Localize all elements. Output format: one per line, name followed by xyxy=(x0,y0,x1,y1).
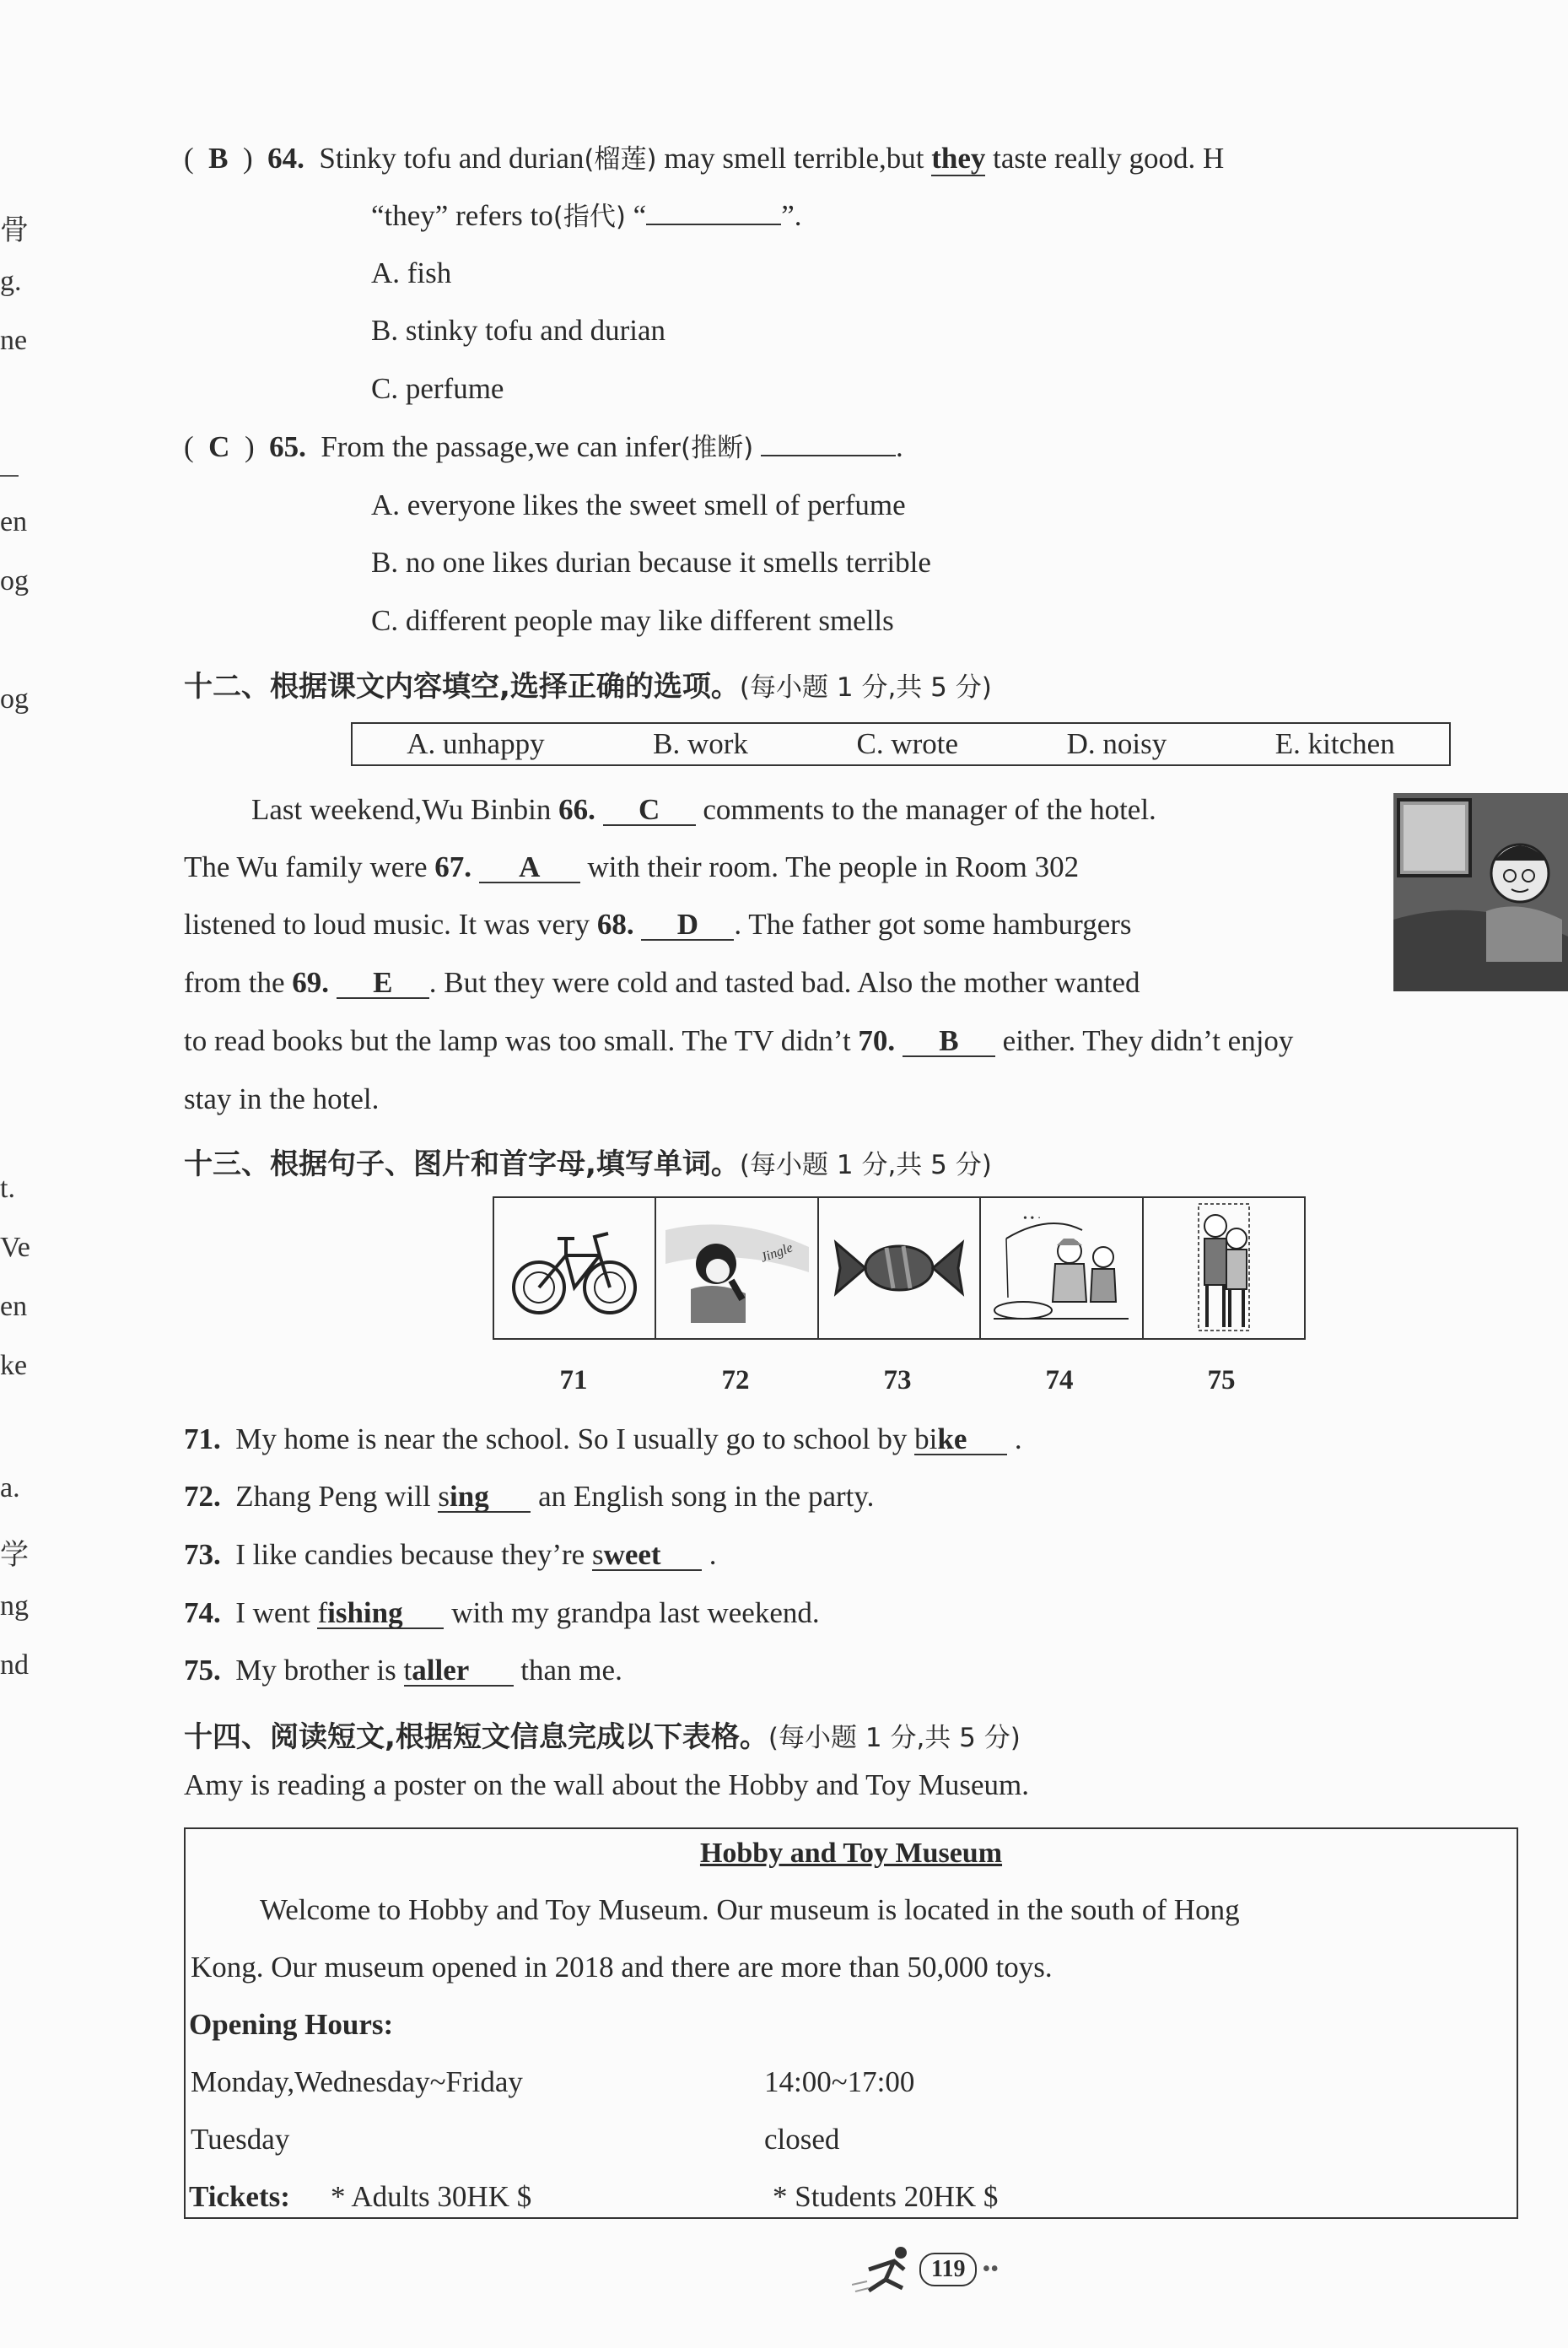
margin-fragment: nd xyxy=(0,1649,29,1681)
item-number: 74. xyxy=(184,1596,221,1629)
item-text: I went xyxy=(235,1596,310,1629)
question-number: 65. xyxy=(269,430,306,463)
picture-numbers xyxy=(493,1365,1302,1396)
fill-item-71 xyxy=(184,1424,1022,1455)
margin-fragment: 学 xyxy=(0,1540,29,1571)
answer-74: ishing xyxy=(327,1596,403,1629)
passage-line xyxy=(184,1026,1293,1057)
option: C. perfume xyxy=(371,372,504,405)
initial-letters: s xyxy=(438,1480,450,1513)
fill-item-73 xyxy=(184,1540,716,1571)
passage-line xyxy=(184,910,1132,941)
initial-letters: s xyxy=(591,1538,604,1571)
svg-text:Jingle: Jingle xyxy=(758,1240,795,1266)
option: B. no one likes durian because it smells terrible xyxy=(371,546,931,579)
close-quote: ”. xyxy=(781,199,802,232)
picture-number: 72 xyxy=(721,1365,750,1395)
item-text: I like candies because they’re xyxy=(235,1538,585,1571)
item-number: 73. xyxy=(184,1538,221,1571)
passage-text: . The father got some hamburgers xyxy=(734,908,1132,941)
passage-line: stay in the hotel. xyxy=(184,1082,380,1115)
section-score-note: (每小题 1 分,共 5 分) xyxy=(768,1723,1021,1753)
answer-66: C xyxy=(603,795,696,826)
chinese-gloss: (榴莲) xyxy=(584,144,657,175)
item-text: Zhang Peng will xyxy=(235,1480,431,1513)
hours-time: 14:00~17:00 xyxy=(764,2065,915,2098)
picture-cell xyxy=(1144,1198,1304,1338)
period: . xyxy=(895,430,903,463)
picture-number: 73 xyxy=(883,1365,912,1395)
student-price: * Students 20HK $ xyxy=(773,2180,999,2213)
picture-cell xyxy=(981,1198,1143,1338)
picture-strip xyxy=(493,1196,1306,1340)
word-option: E. kitchen xyxy=(1274,727,1395,760)
passage-text: The Wu family were xyxy=(184,850,428,883)
passage-line xyxy=(184,968,1140,999)
margin-fragment: g. xyxy=(0,266,22,297)
initial-letters: t xyxy=(403,1654,412,1687)
margin-fragment: t. xyxy=(0,1173,15,1204)
initial-letters: bi xyxy=(914,1422,938,1455)
blank-number: 66. xyxy=(558,793,595,826)
answer-65: C xyxy=(208,430,230,463)
question-text: From the passage,we can infer xyxy=(321,430,681,463)
section-title: 十四、阅读短文,根据短文信息完成以下表格。 xyxy=(184,1720,768,1754)
blank-number: 70. xyxy=(858,1024,896,1057)
word-option: B. work xyxy=(653,727,748,760)
blank-number: 67. xyxy=(434,850,472,883)
runner-icon xyxy=(852,2244,919,2295)
word-option: A. unhappy xyxy=(407,727,545,760)
underlined-word: they xyxy=(931,142,986,175)
passage-text: either. They didn’t enjoy xyxy=(1002,1024,1294,1057)
dots-decoration: •• xyxy=(982,2256,1000,2282)
chinese-gloss: (指代) xyxy=(552,202,626,232)
section-12-heading xyxy=(184,663,992,704)
passage-text: to read books but the lamp was too small. The TV didn’t xyxy=(184,1024,851,1057)
bicycle-icon xyxy=(507,1213,642,1323)
option: A. everyone likes the sweet smell of perfume xyxy=(371,488,906,521)
margin-fragment: ke xyxy=(0,1350,28,1381)
word-option: C. wrote xyxy=(856,727,959,760)
picture-cell xyxy=(494,1198,656,1338)
margin-fragment: ne xyxy=(0,325,28,356)
poster-title: Hobby and Toy Museum xyxy=(699,1838,1003,1869)
singer-icon xyxy=(665,1213,809,1323)
answer-68: D xyxy=(641,910,734,941)
passage-text: listened to loud music. It was very xyxy=(184,908,590,941)
hours-day: Tuesday xyxy=(191,2123,290,2156)
section-14-heading xyxy=(184,1714,1021,1755)
answer-69: E xyxy=(337,968,429,999)
question-text: Stinky tofu and durian xyxy=(319,142,585,175)
answer-blank xyxy=(646,224,781,225)
fishing-icon xyxy=(989,1205,1133,1331)
section-title: 十二、根据课文内容填空,选择正确的选项。 xyxy=(184,670,740,704)
item-text: than me. xyxy=(520,1654,622,1687)
option: C. different people may like different smells xyxy=(371,604,894,637)
answer-64: B xyxy=(208,142,229,175)
answer-72: ing xyxy=(450,1480,489,1513)
section-score-note: (每小题 1 分,共 5 分) xyxy=(739,1150,992,1180)
chinese-gloss: (推断) xyxy=(681,433,754,463)
passage-line xyxy=(184,852,1079,883)
tv-man-icon xyxy=(1393,793,1568,991)
hours-day: Monday,Wednesday~Friday xyxy=(191,2065,523,2098)
margin-fragment: en xyxy=(0,1291,28,1322)
adult-price: * Adults 30HK $ xyxy=(331,2180,532,2213)
question-65: ( C ) 65. From the passage,we can infer(推断) . xyxy=(184,430,903,463)
answer-70: B xyxy=(903,1026,995,1057)
item-text: My home is near the school. So I usually go to school by xyxy=(235,1422,908,1455)
hotel-illustration xyxy=(1393,793,1568,991)
passage-text: . But they were cold and tasted bad. Also the mother wanted xyxy=(428,966,1140,999)
initial-letters: f xyxy=(317,1596,328,1629)
passage-line xyxy=(251,795,1156,826)
option: A. fish xyxy=(371,256,452,289)
item-text: My brother is xyxy=(235,1654,396,1687)
picture-number: 71 xyxy=(559,1365,588,1395)
hours-time: closed xyxy=(764,2123,840,2156)
open-quote: “ xyxy=(633,199,647,232)
fill-item-72 xyxy=(184,1482,874,1513)
svg-text:• • ·: • • · xyxy=(1023,1212,1042,1225)
opening-hours-label: Opening Hours: xyxy=(189,2008,394,2041)
section-score-note: (每小题 1 分,共 5 分) xyxy=(739,672,992,703)
answer-75: aller xyxy=(412,1654,470,1687)
item-number: 71. xyxy=(184,1422,221,1455)
picture-number: 74 xyxy=(1045,1365,1074,1395)
picture-cell xyxy=(819,1198,981,1338)
tickets-label: Tickets: xyxy=(189,2180,290,2213)
page-footer xyxy=(852,2244,999,2295)
poster-paragraph: Welcome to Hobby and Toy Museum. Our museum is located in the south of Hong xyxy=(260,1893,1240,1926)
passage-text: Last weekend,Wu Binbin xyxy=(251,793,552,826)
item-text: an English song in the party. xyxy=(538,1480,875,1513)
word-option: D. noisy xyxy=(1066,727,1167,760)
item-text: . xyxy=(1014,1422,1022,1455)
question-text: taste really good. H xyxy=(993,142,1225,175)
margin-fragment: ng xyxy=(0,1590,29,1622)
margin-fragment: a. xyxy=(0,1472,20,1503)
passage-text: from the xyxy=(184,966,285,999)
section-title: 十三、根据句子、图片和首字母,填写单词。 xyxy=(184,1147,740,1181)
margin-fragment: Ve xyxy=(0,1232,30,1263)
fill-item-74 xyxy=(184,1598,820,1629)
blank-number: 69. xyxy=(292,966,330,999)
margin-fragment: en xyxy=(0,506,28,537)
margin-fragment: og xyxy=(0,565,29,596)
margin-fragment: og xyxy=(0,683,29,715)
question-64-line2 xyxy=(371,201,802,230)
margin-rule xyxy=(0,475,19,477)
blank-number: 68. xyxy=(596,908,634,941)
poster-paragraph: Kong. Our museum opened in 2018 and there are more than 50,000 toys. xyxy=(191,1951,1053,1984)
museum-poster xyxy=(184,1827,1518,2219)
question-number: 64. xyxy=(267,142,304,175)
item-text: . xyxy=(709,1538,717,1571)
question-text: “they” refers to xyxy=(371,199,553,232)
question-64: ( B ) 64. Stinky tofu and durian(榴莲) may smell terrible,but they taste really good. H xyxy=(184,142,1225,175)
picture-number: 75 xyxy=(1207,1365,1236,1395)
answer-73: weet xyxy=(603,1538,661,1571)
item-text: with my grandpa last weekend. xyxy=(451,1596,820,1629)
tall-boys-icon xyxy=(1169,1201,1279,1336)
section-13-heading xyxy=(184,1141,992,1182)
answer-blank xyxy=(761,455,896,456)
item-number: 72. xyxy=(184,1480,221,1513)
item-number: 75. xyxy=(184,1654,221,1687)
question-text: may smell terrible,but xyxy=(664,142,924,175)
picture-cell xyxy=(656,1198,818,1338)
passage-text: comments to the manager of the hotel. xyxy=(703,793,1156,826)
section-intro: Amy is reading a poster on the wall about the Hobby and Toy Museum. xyxy=(184,1768,1030,1801)
word-box xyxy=(351,722,1451,766)
answer-67: A xyxy=(479,852,580,883)
option: B. stinky tofu and durian xyxy=(371,314,665,347)
page-number: 119 xyxy=(919,2253,977,2286)
fill-item-75 xyxy=(184,1655,622,1687)
candy-icon xyxy=(827,1217,971,1319)
passage-text: with their room. The people in Room 302 xyxy=(587,850,1080,883)
margin-fragment: 骨 xyxy=(0,215,29,246)
answer-71: ke xyxy=(937,1422,967,1455)
